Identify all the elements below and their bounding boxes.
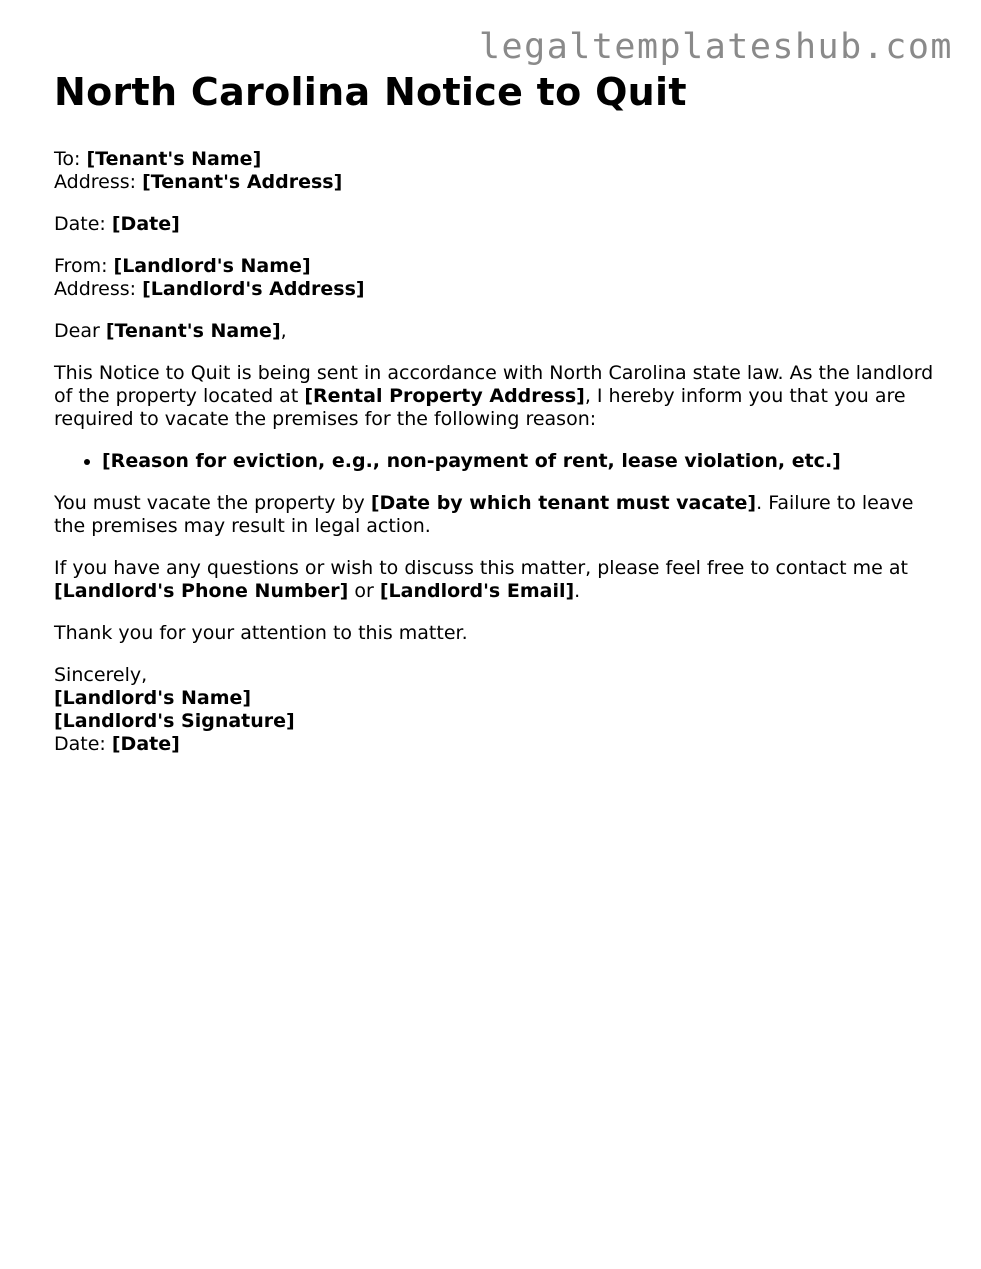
closing-date-label: Date:: [54, 732, 112, 755]
salutation-name: [Tenant's Name]: [105, 319, 281, 342]
closing-block: [54, 664, 934, 756]
salutation: [54, 320, 934, 343]
intro-paragraph: [54, 362, 934, 431]
reason-placeholder: [Reason for eviction, e.g., non-payment of rent, lease violation, etc.]: [102, 449, 841, 472]
address-label: Address:: [54, 170, 143, 193]
email-placeholder: [Landlord's Email]: [379, 579, 575, 602]
date-label: Date:: [54, 212, 112, 235]
vacate-text-1: You must vacate the property by: [54, 491, 371, 514]
salutation-suffix: ,: [280, 319, 287, 342]
landlord-address-placeholder: [Landlord's Address]: [142, 277, 365, 300]
watermark: legaltemplateshub.com: [478, 27, 953, 67]
contact-end: .: [574, 579, 581, 602]
from-label: From:: [54, 254, 114, 277]
contact-or: or: [348, 579, 380, 602]
tenant-name-placeholder: [Tenant's Name]: [86, 147, 262, 170]
reason-list: [54, 450, 934, 473]
property-address-placeholder: [Rental Property Address]: [304, 384, 585, 407]
to-label: To:: [54, 147, 87, 170]
to-line: [54, 148, 934, 171]
thanks-paragraph: Thank you for your attention to this matter.: [54, 621, 468, 644]
recipient-block: [54, 148, 934, 194]
document-body: [54, 70, 934, 775]
phone-placeholder: [Landlord's Phone Number]: [54, 579, 349, 602]
sender-block: [54, 255, 934, 301]
closing-landlord-signature: [Landlord's Signature]: [54, 709, 295, 732]
vacate-text-2: . Failure to leave the premises may result in legal action.: [54, 491, 914, 537]
date-placeholder: [Date]: [111, 212, 180, 235]
closing-date-placeholder: [Date]: [111, 732, 180, 755]
landlord-address-line: [54, 278, 934, 301]
landlord-name-placeholder: [Landlord's Name]: [113, 254, 311, 277]
address-label: Address:: [54, 277, 143, 300]
reason-item: [102, 450, 934, 473]
salutation-prefix: Dear: [54, 319, 106, 342]
closing-landlord-name: [Landlord's Name]: [54, 686, 252, 709]
vacate-paragraph: [54, 492, 934, 538]
date-block: [54, 213, 934, 236]
sincerely: Sincerely,: [54, 663, 148, 686]
intro-text-1: This Notice to Quit is being sent in accordance with North Carolina state law. As the landlord of the property located at: [54, 361, 934, 407]
tenant-address-line: [54, 171, 934, 194]
tenant-address-placeholder: [Tenant's Address]: [142, 170, 343, 193]
page-title: North Carolina Notice to Quit: [54, 70, 687, 114]
from-line: [54, 255, 934, 278]
contact-text-1: If you have any questions or wish to discuss this matter, please feel free to contact me at: [54, 556, 908, 579]
closing-date-line: [54, 733, 934, 756]
vacate-date-placeholder: [Date by which tenant must vacate]: [370, 491, 757, 514]
contact-paragraph: [54, 557, 934, 603]
intro-text-2: , I hereby inform you that you are required to vacate the premises for the following reason:: [54, 384, 906, 430]
